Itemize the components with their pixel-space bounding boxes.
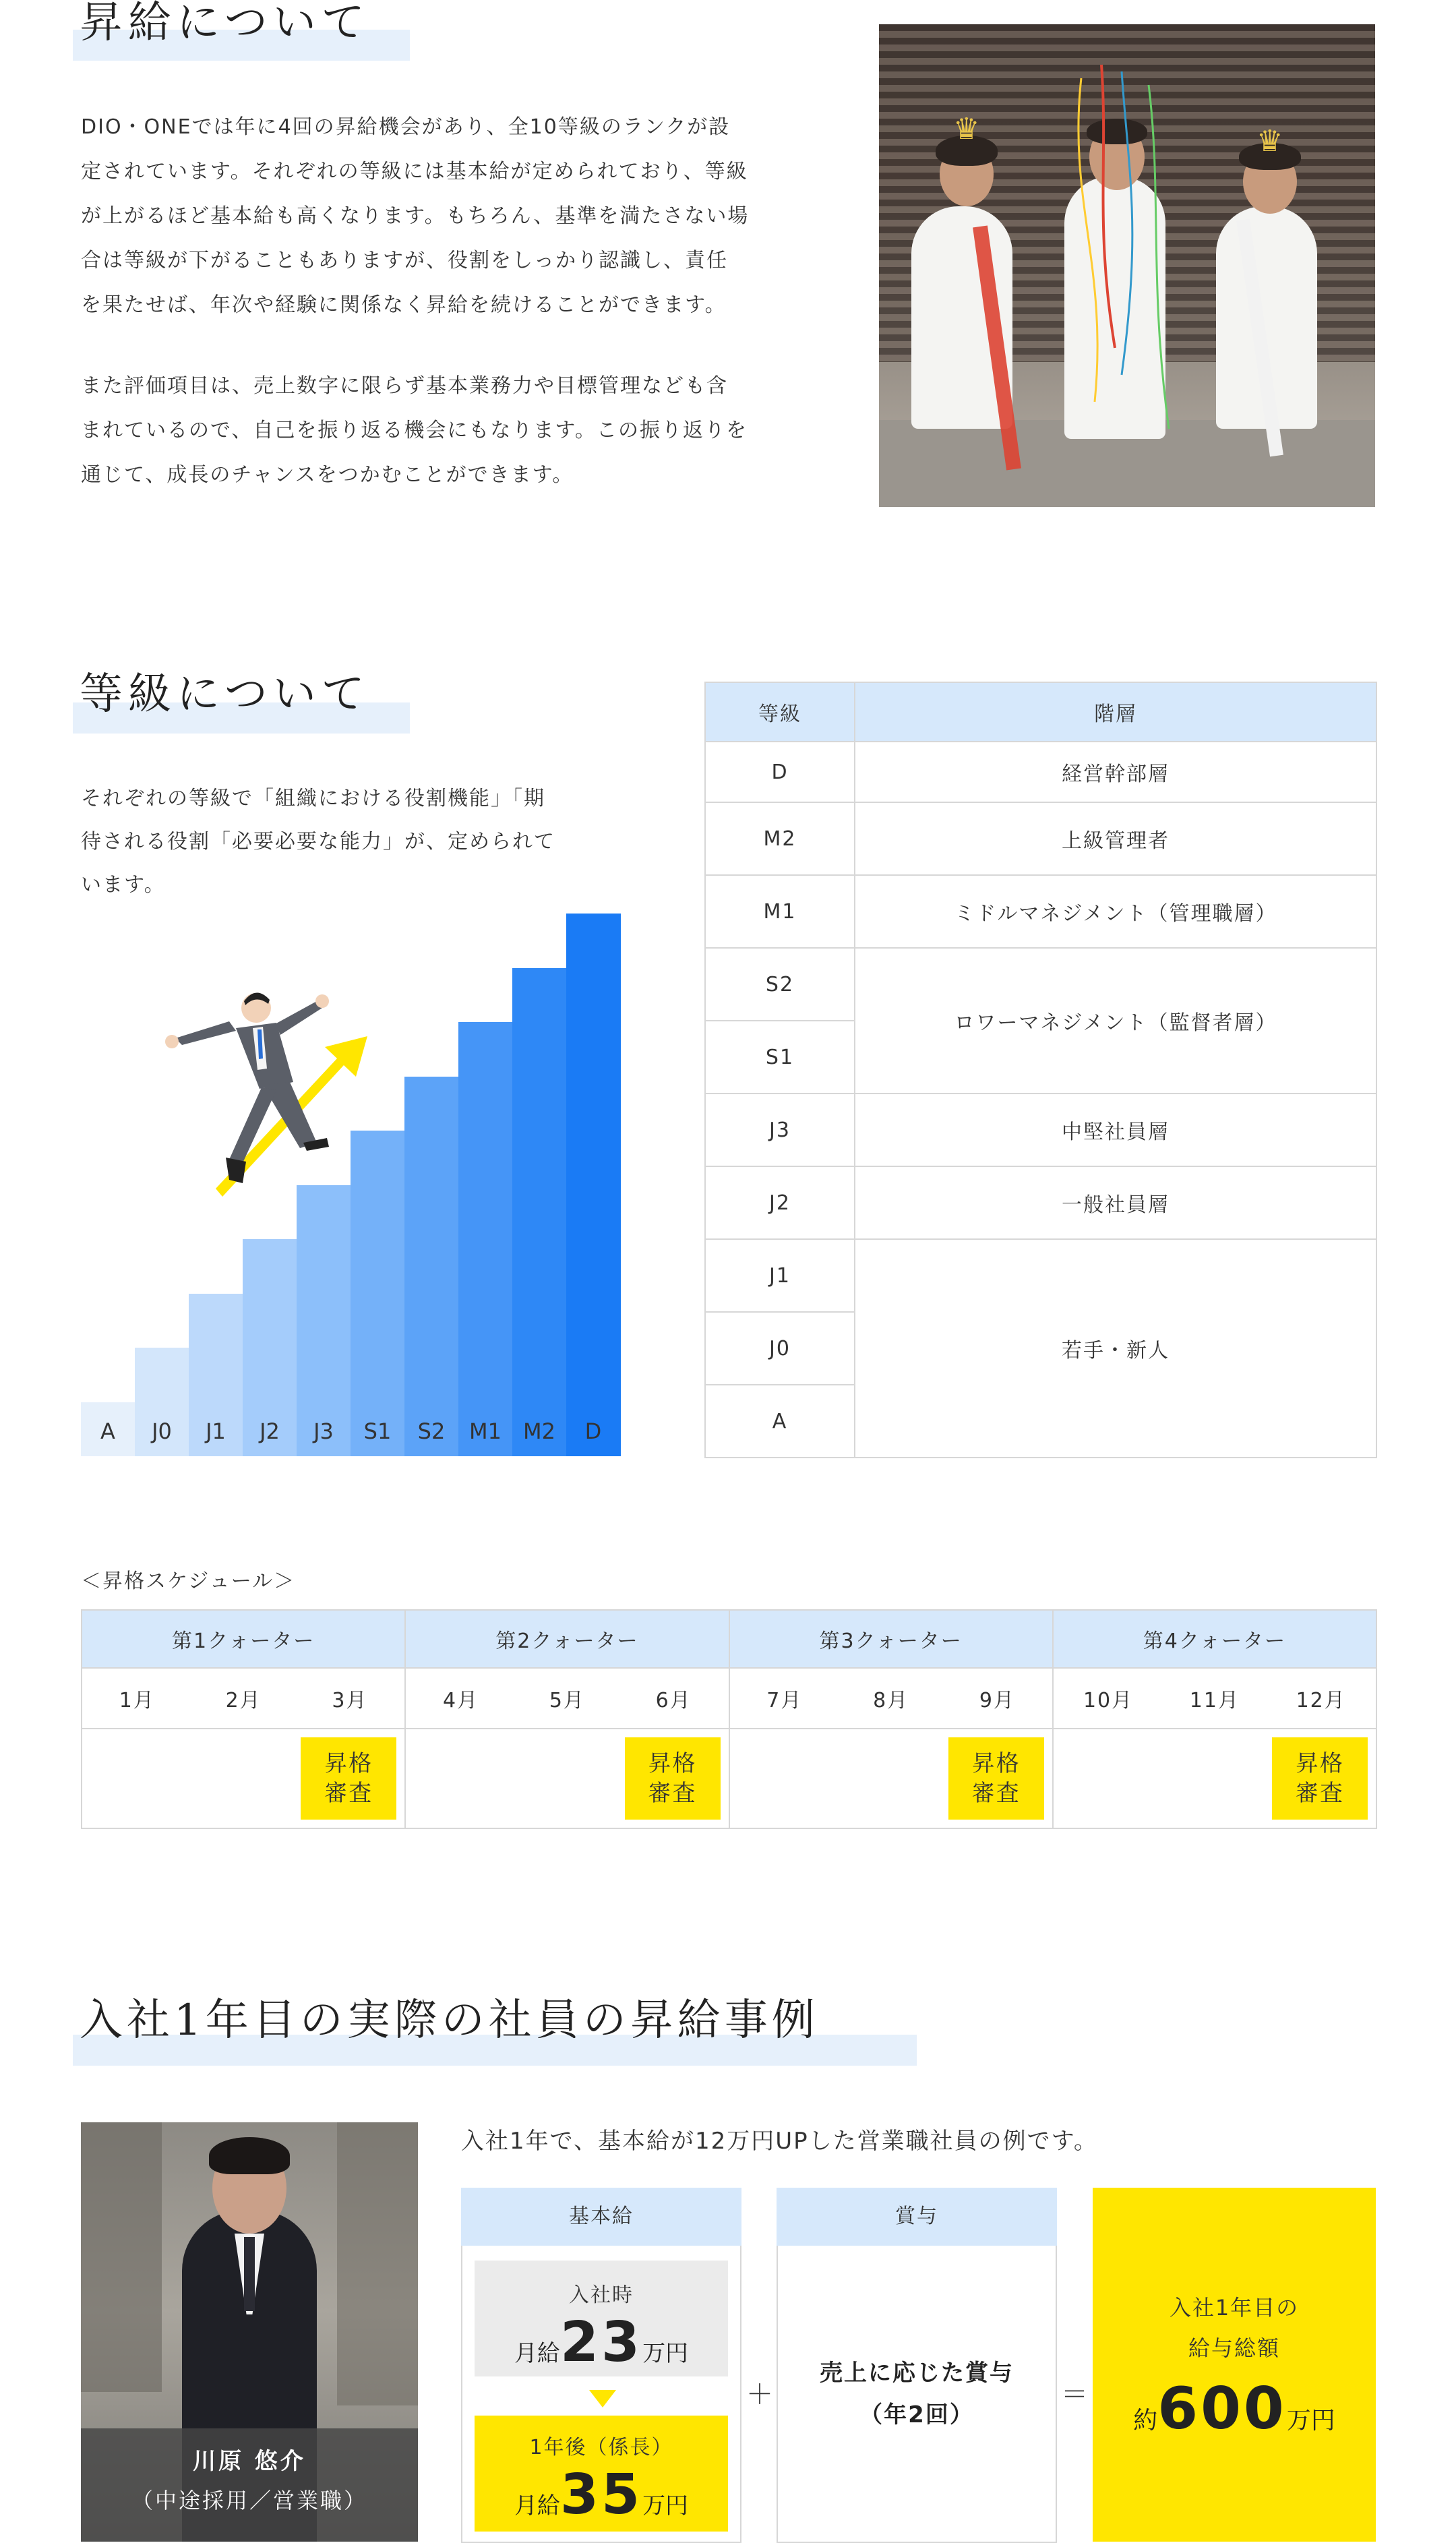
section-title-raise: 昇給について [80, 0, 370, 48]
tier-cell: 経営幹部層 [855, 742, 1376, 802]
grade-cell: M1 [705, 875, 855, 948]
stair-label: M1 [469, 1418, 502, 1444]
grade-cell: J3 [705, 1094, 855, 1166]
stair-bar-m1 [458, 1022, 513, 1456]
grade-description: それぞれの等級で「組織における役割機能」「期 待される役割「必要必要な能力」が、定められて います。 [81, 787, 555, 897]
stair-label: J3 [313, 1418, 334, 1444]
total-line-2: 給与総額 [1188, 2335, 1280, 2361]
tier-cell: 一般社員層 [855, 1166, 1376, 1239]
quarter-header: 第3クォーター [729, 1610, 1053, 1668]
month-row [82, 1668, 405, 1729]
month-label: 9月 [979, 1689, 1015, 1712]
quarter-header: 第2クォーター [405, 1610, 729, 1668]
tier-cell: ミドルマネジメント（管理職層） [855, 875, 1376, 948]
month-label: 10月 [1083, 1689, 1134, 1712]
bonus-line-1: 売上に応じた賞与 [820, 2359, 1014, 2387]
grade-column-header: 等級 [705, 682, 855, 742]
promotion-schedule-table [81, 1609, 1377, 1829]
stair-label: A [100, 1418, 115, 1444]
arrow-down-icon [589, 2390, 616, 2407]
equals-sign: ＝ [1061, 2379, 1088, 2410]
bonus-header: 賞与 [777, 2188, 1057, 2246]
salary-before-card: 入社時 月給23万円 [475, 2261, 728, 2376]
month-label: 7月 [766, 1689, 803, 1712]
stair-label: S1 [363, 1418, 392, 1444]
grade-cell: J1 [705, 1239, 855, 1312]
month-row [1053, 1668, 1376, 1729]
section-title-example: 入社1年目の実際の社員の昇給事例 [80, 1996, 819, 2045]
quarter-header: 第1クォーター [82, 1610, 405, 1668]
grade-cell: S2 [705, 948, 855, 1021]
stair-bar-m2 [512, 968, 567, 1457]
total-line-1: 入社1年目の [1169, 2294, 1300, 2321]
month-label: 12月 [1296, 1689, 1346, 1712]
salary-after-card: 1年後（係長） 月給35万円 [475, 2416, 728, 2532]
total-amount: 約600万円 [1133, 2374, 1335, 2443]
tier-cell: 上級管理者 [855, 802, 1376, 875]
month-label: 6月 [655, 1689, 692, 1712]
stair-bar-d [566, 914, 621, 1456]
tier-cell: 中堅社員層 [855, 1094, 1376, 1166]
review-cell [82, 1729, 405, 1828]
promotion-review-badge: 昇格 審査 [625, 1737, 721, 1820]
grade-stairs [81, 914, 620, 1456]
month-label: 5月 [549, 1689, 585, 1712]
base-salary-header: 基本給 [461, 2188, 741, 2246]
month-row [405, 1668, 729, 1729]
month-row [729, 1668, 1053, 1729]
stair-label: J2 [260, 1418, 280, 1444]
grade-cell: A [705, 1385, 855, 1458]
climbing-businessman-illustration [142, 974, 425, 1257]
grade-cell: S1 [705, 1021, 855, 1094]
grade-cell: M2 [705, 802, 855, 875]
tier-cell: 若手・新人 [855, 1239, 1376, 1458]
stair-label: S2 [417, 1418, 446, 1444]
month-label: 11月 [1189, 1689, 1240, 1712]
promotion-review-badge: 昇格 審査 [301, 1737, 396, 1820]
month-label: 2月 [225, 1689, 262, 1712]
stair-label: J1 [206, 1418, 226, 1444]
review-cell [729, 1729, 1053, 1828]
promotion-review-badge: 昇格 審査 [1272, 1737, 1368, 1820]
raise-paragraph-2: また評価項目は、売上数字に限らず基本業務力や目標管理なども含 まれているので、自己を振り返る機会にもなります。この振り返りを 通じて、成長のチャンスをつかむことができます。 [81, 374, 748, 487]
month-label: 8月 [873, 1689, 909, 1712]
stair-label: D [584, 1418, 602, 1444]
plus-sign: ＋ [746, 2379, 773, 2410]
stair-label: J0 [152, 1418, 172, 1444]
month-label: 1月 [119, 1689, 155, 1712]
total-salary-box [1093, 2188, 1376, 2542]
month-label: 3月 [332, 1689, 368, 1712]
celebration-photo: ♛ ♛ [879, 24, 1375, 507]
employee-photo [81, 2122, 418, 2542]
section-title-grade: 等級について [80, 669, 370, 719]
stair-label: M2 [523, 1418, 555, 1444]
tier-column-header: 階層 [855, 682, 1376, 742]
tier-cell: ロワーマネジメント（監督者層） [855, 948, 1376, 1094]
promotion-review-badge: 昇格 審査 [948, 1737, 1044, 1820]
month-label: 4月 [443, 1689, 479, 1712]
grade-cell: J2 [705, 1166, 855, 1239]
grade-cell: J0 [705, 1312, 855, 1385]
grade-cell: D [705, 742, 855, 802]
grade-table [704, 682, 1377, 1458]
review-cell [1053, 1729, 1376, 1828]
example-lead: 入社1年で、基本給が12万円UPした営業職社員の例です。 [461, 2128, 1098, 2155]
base-salary-box [461, 2188, 741, 2543]
review-cell [405, 1729, 729, 1828]
bonus-box [777, 2188, 1057, 2543]
employee-role: （中途採用／営業職） [131, 2488, 367, 2513]
schedule-title: ＜昇格スケジュール＞ [81, 1569, 296, 1593]
raise-paragraph-1: DIO・ONEでは年に4回の昇給機会があり、全10等級のランクが設 定されています。それぞれの等級には基本給が定められており、等級 が上がるほど基本給も高くなります。もちろん、基準を満たさない場 合は等級が下がることもありますが、役割をしっかり認識し、責任 を果たせば、年次や経験に関係なく昇給を続けることができます。 [81, 115, 750, 317]
quarter-header: 第4クォーター [1053, 1610, 1376, 1668]
bonus-line-2: （年2回） [859, 2401, 974, 2428]
employee-name: 川原 悠介 [193, 2448, 306, 2475]
